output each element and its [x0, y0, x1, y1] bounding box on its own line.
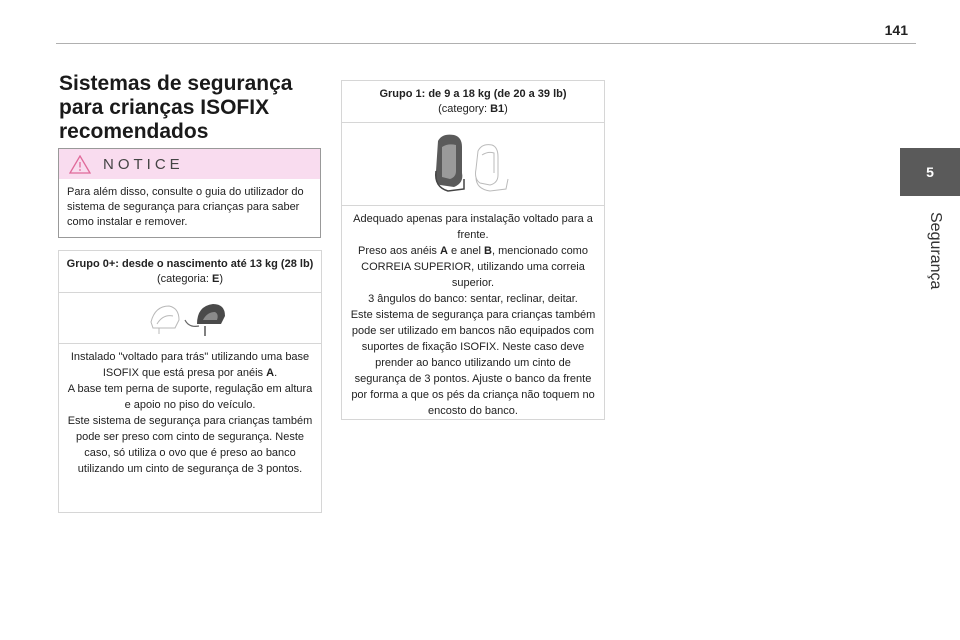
infant-carrier-with-base-illustration — [145, 298, 235, 338]
group1-paragraph-2: Preso aos anéis A e anel B, mencionado como CORREIA SUPERIOR, utilizando uma correia superior. — [358, 245, 588, 289]
group0-paragraph-1: Instalado "voltado para trás" utilizando uma base ISOFIX que está presa por anéis A. — [70, 351, 310, 379]
chapter-tab-number: 5 — [926, 164, 934, 180]
group1-category-code: B1 — [490, 103, 505, 115]
group1-card — [341, 80, 605, 420]
group0-paragraph-2: A base tem perna de suporte, regulação em altura e apoio no piso do veículo. — [67, 383, 313, 411]
chapter-label: Segurança — [927, 212, 944, 290]
group1-paragraph-4: Este sistema de segurança para crianças também pode ser utilizado em bancos não equipados com suportes de fixação ISOFIX. Neste caso deve prender ao banco utilizando um cinto de segurança de 3 pontos. Ajuste o banco da frente por forma a que os pés da criança não toquem no encosto do banco. — [350, 309, 596, 417]
chapter-tab[interactable] — [900, 148, 960, 196]
group0-card — [58, 250, 322, 513]
notice-title: NOTICE — [103, 155, 184, 173]
group0-heading: Grupo 0+: desde o nascimento até 13 kg (28 lb) — [66, 258, 314, 270]
page-title: Sistemas de segurança para crianças ISOFIX recomendados — [59, 72, 293, 143]
group0-header — [59, 251, 321, 293]
group0-description — [59, 344, 321, 482]
group1-paragraph-1: Adequado apenas para instalação voltado para a frente. — [353, 213, 593, 241]
group0-category: (categoria: E) — [156, 273, 224, 285]
group1-header — [342, 81, 604, 123]
group1-image-cell — [342, 123, 604, 206]
forward-facing-child-seat-illustration — [428, 131, 518, 197]
group0-paragraph-3: Este sistema de segurança para crianças também pode ser preso com cinto de segurança. Neste caso, só utiliza o ovo que é preso ao banco utilizando um cinto de segurança de 3 pontos. — [67, 415, 313, 475]
page-number: 141 — [884, 22, 908, 38]
notice-box — [58, 148, 321, 238]
group0-category-code: E — [212, 273, 220, 285]
notice-text: Para além disso, consulte o guia do utilizador do sistema de segurança para crianças para saber como instalar e remover. — [67, 186, 304, 228]
group0-image-cell — [59, 293, 321, 344]
group1-category: (category: B1) — [438, 103, 508, 115]
header-divider — [56, 43, 916, 44]
notice-header — [59, 149, 320, 179]
group1-heading: Grupo 1: de 9 a 18 kg (de 20 a 39 lb) — [379, 88, 567, 100]
warning-icon — [69, 155, 91, 174]
group1-paragraph-3: 3 ângulos do banco: sentar, reclinar, deitar. — [368, 293, 578, 305]
group1-description — [342, 206, 604, 424]
